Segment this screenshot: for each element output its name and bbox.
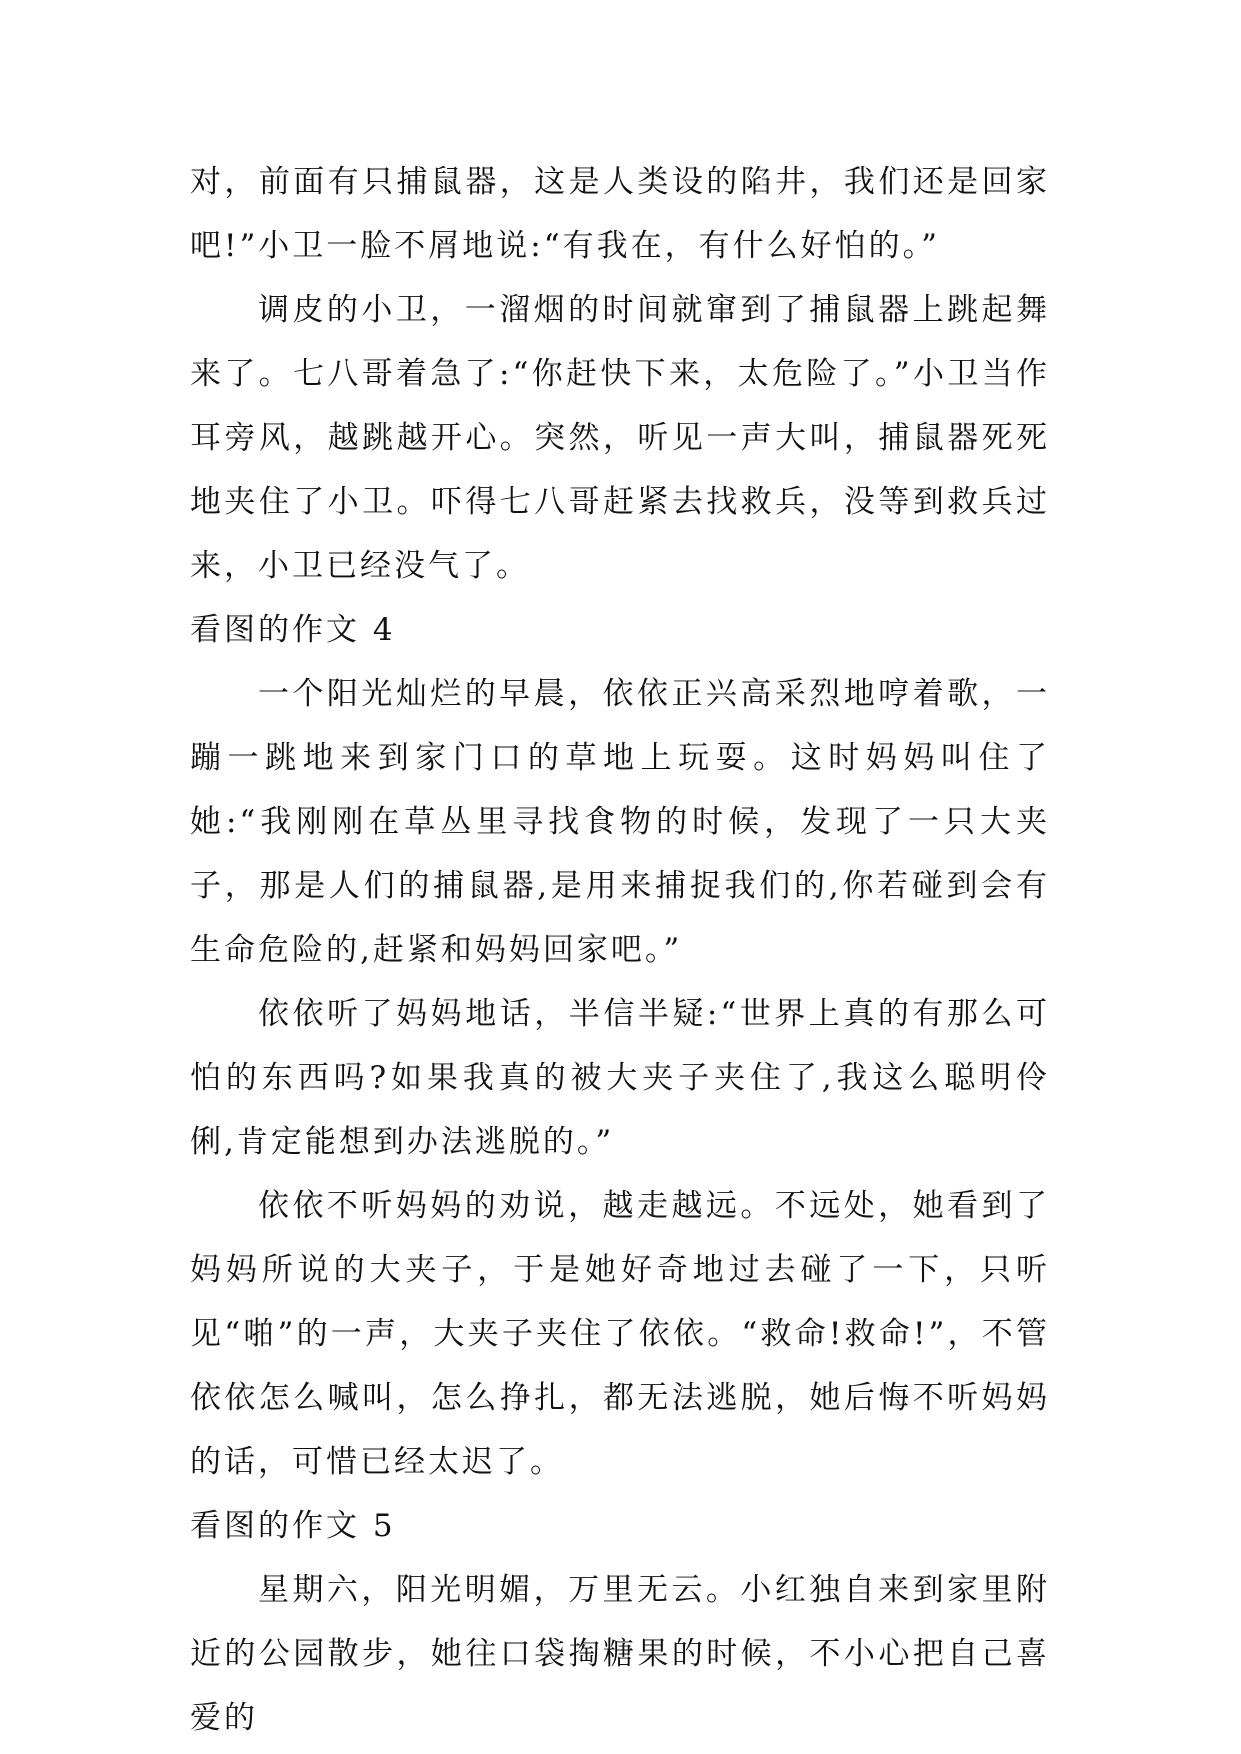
paragraph: 调皮的小卫，一溜烟的时间就窜到了捕鼠器上跳起舞来了。七八哥着急了:“你赶快下来，太危险了。”小卫当作耳旁风，越跳越开心。突然，听见一声大叫，捕鼠器死死地夹住了小卫。吓得七八哥赶紧去找救兵，没等到救兵过来，小卫已经没气了。 (190, 292, 1050, 584)
paragraph: 一个阳光灿烂的早晨，依依正兴高采烈地哼着歌，一蹦一跳地来到家门口的草地上玩耍。这时妈妈叫住了她:“我刚刚在草丛里寻找食物的时候，发现了一只大夹子，那是人们的捕鼠器,是用来捕捉我们的,你若碰到会有生命危险的,赶紧和妈妈回家吧。” (190, 676, 1050, 968)
paragraph: 依依不听妈妈的劝说，越走越远。不远处，她看到了妈妈所说的大夹子，于是她好奇地过去碰了一下，只听见“啪”的一声，大夹子夹住了依依。“救命!救命!”，不管依依怎么喊叫，怎么挣扎，都无法逃脱，她后悔不听妈妈的话，可惜已经太迟了。 (190, 1188, 1050, 1480)
paragraph: 对，前面有只捕鼠器，这是人类设的陷井，我们还是回家吧!”小卫一脸不屑地说:“有我在，有什么好怕的。” (190, 164, 1050, 264)
document-body (190, 150, 1050, 1750)
section-heading: 看图的作文 4 (190, 612, 396, 648)
section-heading: 看图的作文 5 (190, 1508, 396, 1544)
paragraph: 依依听了妈妈地话，半信半疑:“世界上真的有那么可怕的东西吗?如果我真的被大夹子夹住了,我这么聪明伶俐,肯定能想到办法逃脱的。” (190, 996, 1050, 1160)
paragraph: 星期六，阳光明媚，万里无云。小红独自来到家里附近的公园散步，她往口袋掏糖果的时候，不小心把自己喜爱的 (190, 1572, 1050, 1736)
